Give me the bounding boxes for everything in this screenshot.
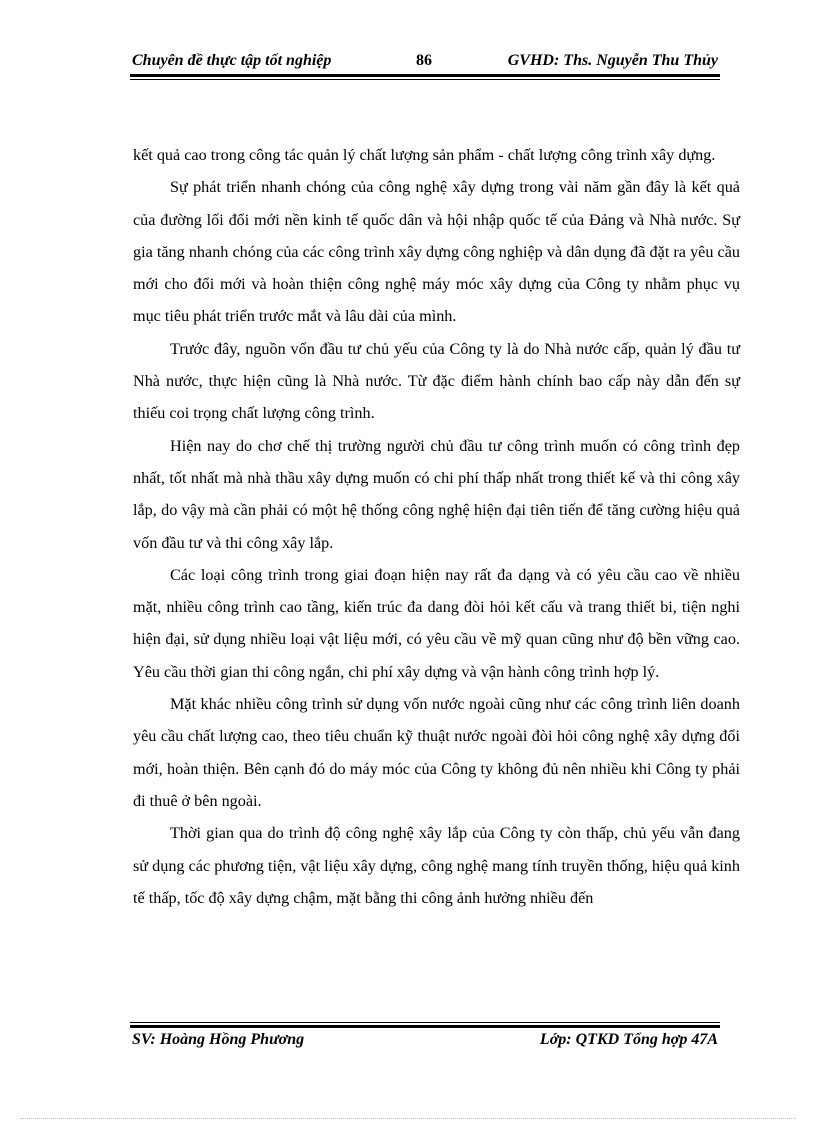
paragraph-5: Các loại công trình trong giai đoạn hiện nay rất đa dạng và có yêu cầu cao về nhiều mặt, nhiều công trình cao tầng, kiến trúc đa dang đòi hỏi kết cấu và trang thiết bi, tiện nghi hiện đại, sử dụng nhiều loại vật liệu mới, có yêu cầu về mỹ quan cũng như độ bền vững cao. Yêu cầu thời gian thi công ngắn, chi phí xây dựng và vận hành công trình hợp lý. — [133, 565, 740, 681]
footer-rule-thin — [130, 1022, 720, 1023]
paragraph-6: Mặt khác nhiều công trình sử dụng vốn nước ngoài cũng như các công trình liên doanh yêu cầu chất lượng cao, theo tiêu chuẩn kỹ thuật nước ngoài đòi hỏi công nghệ xây dựng đổi mới, hoàn thiện. Bên cạnh đó do máy móc của Công ty không đủ nên nhiều khi Công ty phải đi thuê ở bên ngoài. — [133, 695, 740, 810]
paragraph-4: Hiện nay do chơ chế thị trường người chủ đầu tư công trình muốn có công trình đẹp nhất, tốt nhất mà nhà thầu xây dựng muốn có chi phí thấp nhất trong thiết kế và thi công xây lắp, do vậy mà cần phải có một hệ thống công nghệ hiện đại tiên tiến để tăng cường hiệu quả vốn đầu tư và thi công xây lắp. — [133, 436, 740, 552]
paragraph-2: Sự phát triển nhanh chóng của công nghệ xây dựng trong vài năm gần đây là kết quả của đường lối đổi mới nền kinh tế quốc dân và hội nhập quốc tế của Đảng và Nhà nước. Sự gia tăng nhanh chóng của các công trình xây dựng công nghiệp và dân dụng đã đặt ra yêu cầu mới cho đổi mới và hoàn thiện công nghệ máy móc xây dựng của Công ty nhằm phục vụ mục tiêu phát triển trước mắt và lâu dài của mình. — [133, 178, 740, 326]
paragraph-3: Trước đây, nguồn vốn đầu tư chủ yếu của Công ty là do Nhà nước cấp, quản lý đầu tư Nhà nước, thực hiện cũng là Nhà nước. Từ đặc điểm hành chính bao cấp này dẫn đến sự thiếu coi trọng chất lượng công trình. — [133, 339, 740, 423]
header-rule-thick — [130, 74, 720, 77]
paragraph-7: Thời gian qua do trình độ công nghệ xây lắp của Công ty còn thấp, chủ yếu vẫn đang sử dụng các phương tiện, vật liệu xây dựng, công nghệ mang tính truyền thống, hiệu quả kinh tế thấp, tốc độ xây dựng chậm, mặt bằng thi công ảnh hưởng nhiều đến — [133, 824, 740, 907]
header-advisor: GVHD: Ths. Nguyễn Thu Thủy — [507, 52, 718, 69]
page-number: 86 — [416, 52, 432, 69]
paragraph-1: kết quả cao trong công tác quản lý chất lượng sản phẩm - chất lượng công trình xây dựng. — [133, 146, 716, 164]
page-edge-divider — [20, 1118, 796, 1119]
page-header — [130, 50, 720, 74]
footer-class: Lớp: QTKD Tổng hợp 47A — [539, 1031, 718, 1048]
page-footer — [130, 1030, 720, 1054]
header-rule-thin — [130, 79, 720, 80]
header-title: Chuyên đề thực tập tốt nghiệp — [132, 52, 332, 69]
footer-student: SV: Hoàng Hồng Phương — [132, 1031, 305, 1048]
document-body — [133, 139, 740, 914]
footer-rule-thick — [130, 1025, 720, 1028]
